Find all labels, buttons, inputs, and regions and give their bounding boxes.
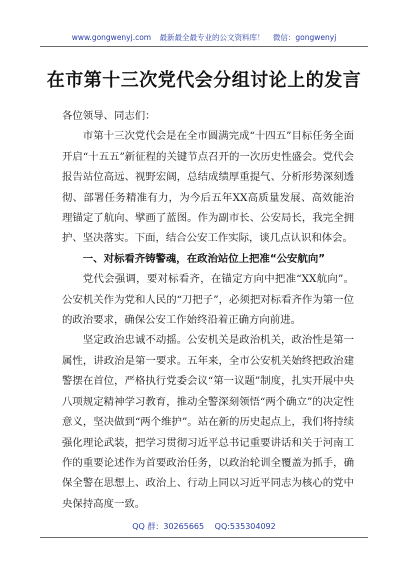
- page-footer: [0, 521, 408, 532]
- header-site-link[interactable]: www.gongwenyj.com: [71, 33, 152, 42]
- footer-qq-group: QQ 群：30265665: [132, 522, 205, 531]
- footer-divider: [40, 537, 368, 538]
- greeting: 各位领导、同志们：: [62, 110, 156, 122]
- paragraph-intro: 市第十三次党代会是在全市圆满完成“十四五”目标任务全面开启“十五五”新征程的关键节点召开的一次历史性盛会。党代会报告站位高远、视野宏阔，总结成绩厚重提气、分析形势深刻透彻、部署任务精准有力，为今后五年XX高质量发展、高效能治理锚定了航向、擘画了蓝图。作为副市长、公安局长，我完全拥护、坚决落实。下面，结合公安工作实际，谈几点认识和体会。: [62, 130, 354, 245]
- document-title: 在市第十三次党代会分组讨论上的发言: [46, 70, 362, 91]
- section-heading-1: 一、对标看齐铸警魂，在政治站位上把准“公安航向”: [82, 252, 326, 265]
- paragraph-2: 党代会强调，要对标看齐，在锚定方向中把准“XX航向”。公安机关作为党和人民的“刀把子”，必须把对标看齐作为第一位的政治要求，确保公安工作始终沿着正确方向前进。: [62, 273, 354, 327]
- header-divider: [40, 46, 368, 47]
- document-body: [62, 106, 354, 514]
- page-header: [0, 32, 408, 43]
- paragraph-3: 坚定政治忠诚不动摇。公安机关是政治机关，政治性是第一属性，讲政治是第一要求。五年来，全市公安机关始终把政治建警摆在首位，严格执行党委会议“第一议题”制度，扎实开展中央八项规定精神学习教育，推动全警深刻领悟“两个确立”的决定性意义，坚决做到“两个维护”。站在新的历史起点上，我们将持续强化理论武装，把学习贯彻习近平总书记重要讲话和关于河南工作的重要论述作为首要政治任务，以政治轮训全覆盖为抓手，确保全警在思想上、政治上、行动上同以习近平同志为核心的党中央保持高度一致。: [62, 334, 354, 510]
- header-slogan: 最新最全最专业的公文资料库！: [159, 33, 265, 42]
- footer-qq: QQ:535304092: [214, 522, 276, 531]
- header-wechat: 微信：gongwenyj: [272, 33, 337, 42]
